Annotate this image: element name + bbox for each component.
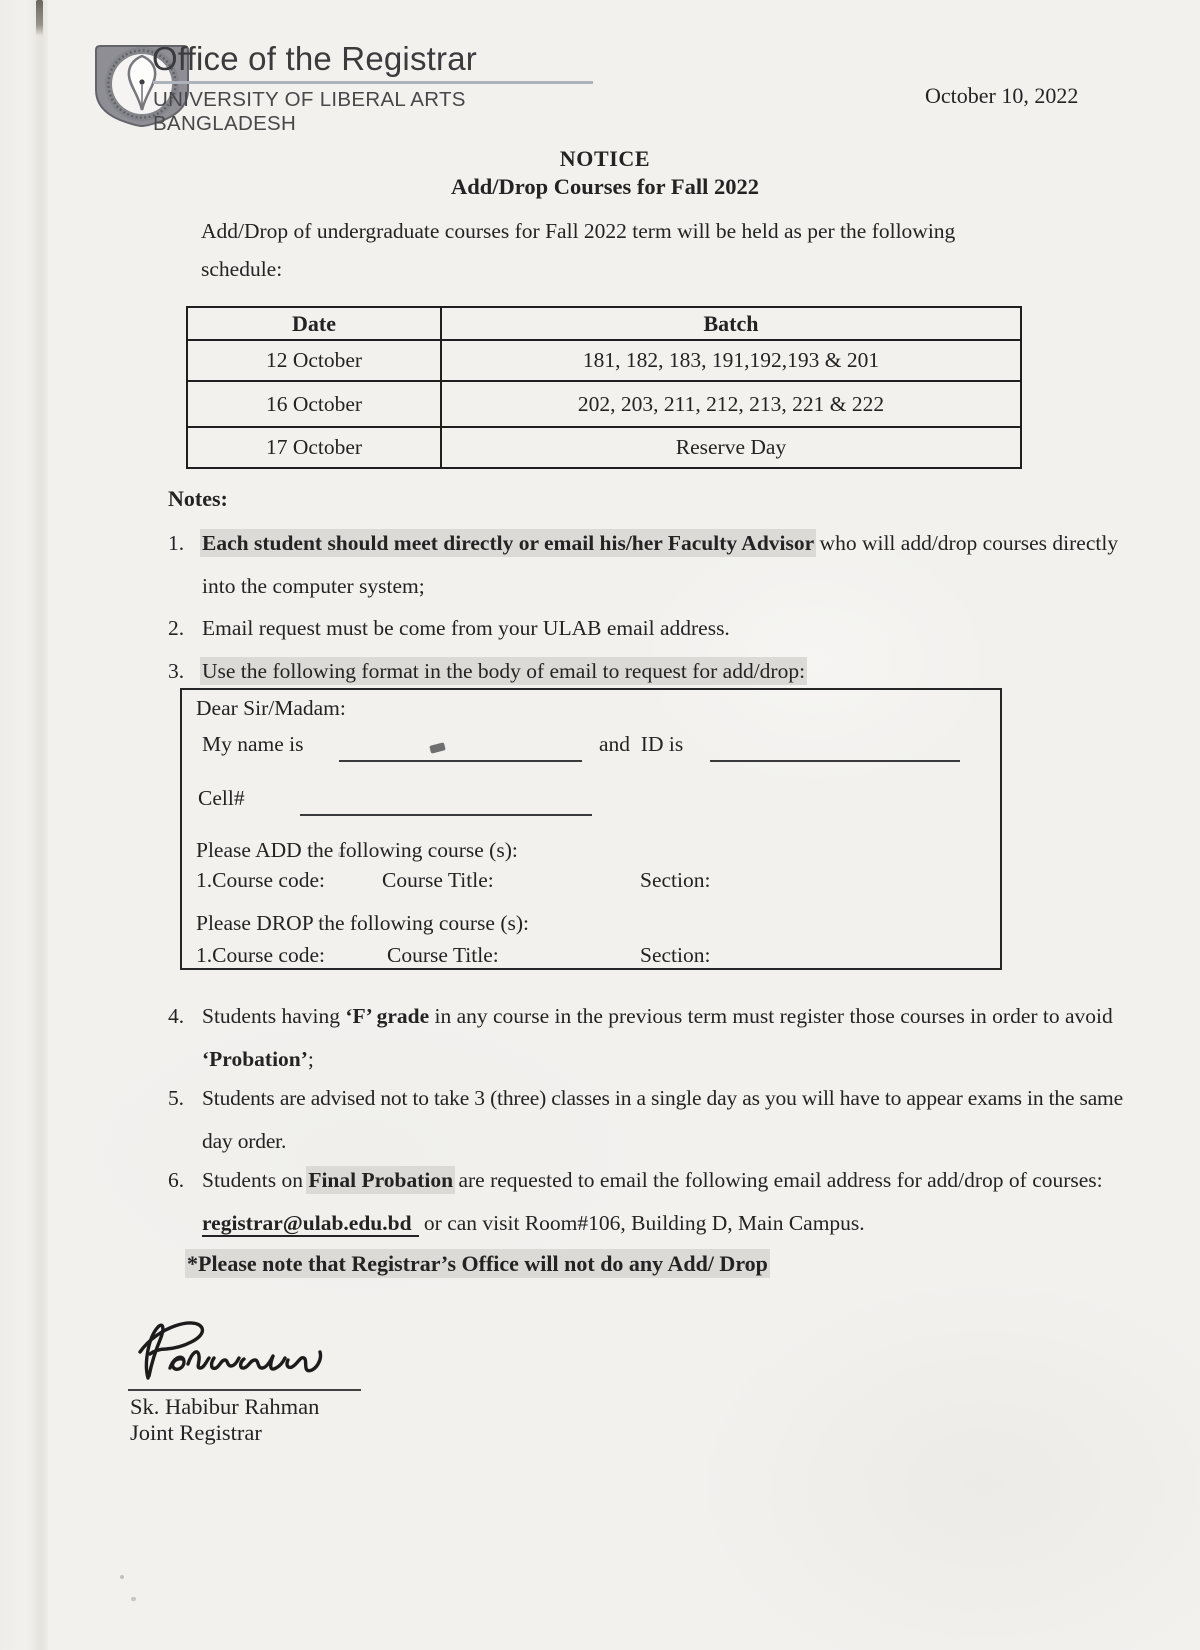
note-6-text: Students on (202, 1168, 309, 1192)
note-5-text: Students are advised not to take 3 (three) classes in a single day as you will have to appear exams in the same day order. (202, 1086, 1123, 1153)
notes-heading: Notes: (168, 486, 228, 511)
note-number: 4. (168, 1004, 185, 1028)
table-row (187, 427, 1021, 468)
cell-batch: Reserve Day (441, 427, 1021, 468)
note-4-text: Students having (202, 1004, 346, 1028)
cell-label: Cell# (198, 786, 245, 810)
cell-blank-line (300, 786, 592, 816)
note-4-text: ; (307, 1047, 314, 1071)
intro-paragraph: Add/Drop of undergraduate courses for Fall 2022 term will be held as per the following schedule: (201, 219, 956, 281)
col-header-date: Date (187, 307, 441, 340)
note-4-bold-f-grade: ‘F’ grade (345, 1004, 430, 1028)
notice-title: NOTICE (559, 146, 651, 171)
note-number: 2. (168, 616, 185, 640)
scan-streak-artifact (36, 0, 43, 36)
cell-date: 12 October (187, 340, 441, 381)
id-blank-line (710, 736, 960, 762)
table-header-row (187, 307, 1021, 340)
schedule-table (186, 306, 1022, 469)
note-number: 1. (168, 531, 185, 555)
note-3-highlighted-text: Use the following format in the body of email to request for add/drop: (202, 659, 806, 683)
registrar-email-address: registrar@ulab.edu.bd (202, 1211, 419, 1237)
salutation: Dear Sir/Madam: (196, 696, 346, 720)
note-6-highlighted-final-probation: Final Probation (308, 1168, 454, 1192)
signatory-name: Sk. Habibur Rahman (130, 1394, 320, 1419)
note-4-text: in any course in the previous term must register those courses in order to avoid (429, 1004, 1113, 1028)
drop-course-code-label: 1.Course code: (196, 943, 325, 967)
drop-section-label: Section: (640, 943, 711, 967)
table-row (187, 340, 1021, 381)
cell-batch: 202, 203, 211, 212, 213, 221 & 222 (441, 381, 1021, 427)
add-section-label: Section: (640, 868, 711, 892)
name-blank-line (339, 736, 582, 762)
email-format-box (180, 688, 1002, 970)
add-course-code-label: 1.Course code: (196, 868, 325, 892)
university-name-line2: BANGLADESH (153, 112, 297, 135)
note-2-text: Email request must be come from your ULAB email address. (202, 616, 730, 640)
handwritten-signature (118, 1318, 336, 1388)
scan-speck (120, 1575, 124, 1579)
note-1-highlighted-text: Each student should meet directly or email his/her Faculty Advisor (202, 531, 815, 555)
note-number: 3. (168, 659, 185, 683)
cell-batch: 181, 182, 183, 191,192,193 & 201 (441, 340, 1021, 381)
note-number: 6. (168, 1168, 185, 1192)
id-label: and ID is (599, 732, 684, 756)
scan-speck (131, 1597, 136, 1601)
note-item-2 (168, 607, 1128, 650)
office-title: Office of the Registrar (152, 40, 477, 77)
document-date: October 10, 2022 (925, 83, 1079, 108)
warning-highlighted-text: *Please note that Registrar’s Office will not do any Add/ Drop (187, 1251, 768, 1276)
col-header-batch: Batch (441, 307, 1021, 340)
note-4-bold-probation: ‘Probation’ (202, 1047, 308, 1071)
note-1-text: who will add/drop courses directly into the computer system; (202, 531, 1119, 598)
name-label: My name is (202, 732, 304, 756)
note-item-3 (168, 650, 1128, 693)
cell-date: 16 October (187, 381, 441, 427)
note-item-5 (168, 1077, 1128, 1163)
drop-courses-heading: Please DROP the following course (s): (196, 911, 529, 935)
note-item-1 (168, 522, 1128, 608)
add-course-title-label: Course Title: (382, 868, 494, 892)
header-rule (153, 81, 593, 84)
drop-course-title-label: Course Title: (387, 943, 499, 967)
scan-edge-band (0, 0, 48, 1650)
signature-line (128, 1389, 361, 1391)
note-number: 5. (168, 1086, 184, 1110)
note-6-text: are requested to email the following email address for add/drop of courses: (453, 1168, 1103, 1192)
note-6-text: or can visit Room#106, Building D, Main Campus. (418, 1211, 865, 1235)
university-name-line1: UNIVERSITY OF LIBERAL ARTS (153, 88, 466, 111)
table-row (187, 381, 1021, 427)
notice-subtitle: Add/Drop Courses for Fall 2022 (451, 174, 759, 199)
note-item-4 (168, 995, 1128, 1081)
signatory-title: Joint Registrar (130, 1420, 262, 1445)
warning-note (187, 1251, 768, 1277)
add-courses-heading: Please ADD the following course (s): (196, 838, 518, 862)
note-item-6 (168, 1159, 1128, 1245)
cell-date: 17 October (187, 427, 441, 468)
